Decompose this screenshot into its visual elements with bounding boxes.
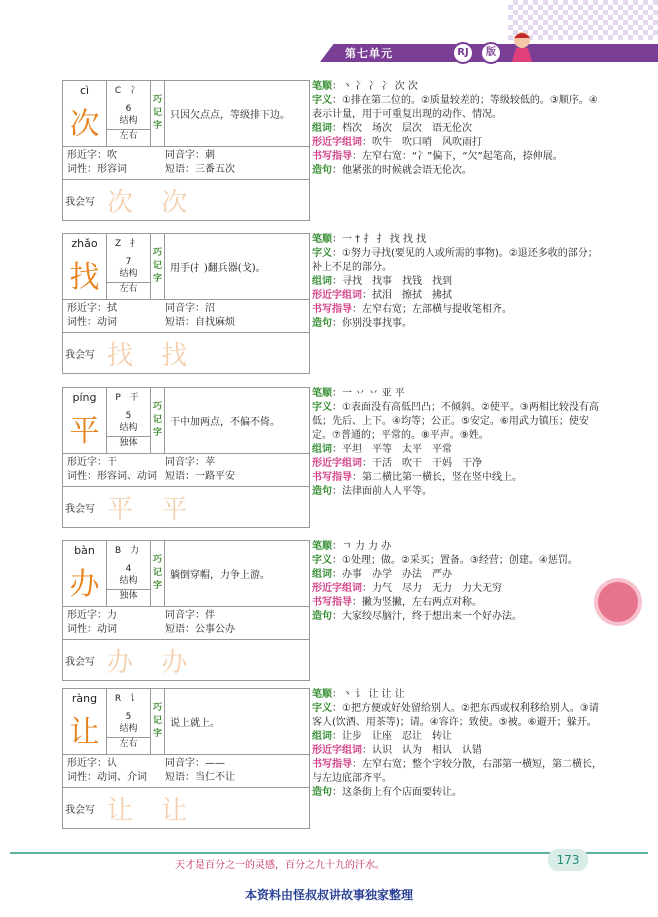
hanzi: 平: [69, 414, 100, 449]
structure-value: 独体: [107, 589, 150, 602]
memory-tag-1: 巧: [152, 402, 162, 412]
writing-guide: 左窄右宽；左部横与提收笔相齐。: [362, 304, 512, 315]
trace-chars: 次 次: [107, 187, 198, 218]
label: 同音字: [165, 303, 195, 314]
source-note: 本资料由怪叔叔讲故事独家整理: [244, 888, 413, 902]
label: 形近字组词: [312, 290, 362, 301]
meanings: ①处理；做。②采买；置备。③经营；创建。④惩罚。: [342, 555, 578, 566]
trace-chars: 让 让: [107, 795, 198, 826]
pinyin: bàn: [74, 544, 95, 557]
word-groups: 办事 办学 办法 严办: [342, 569, 452, 580]
stroke-order-row: 笔顺：丶 冫 冫 冫 次 次: [312, 81, 418, 92]
stroke-order-row: 笔顺：丶 讠 让 让 让: [312, 689, 405, 700]
stroke-count: 5: [125, 712, 132, 722]
label: 组词: [312, 123, 332, 134]
trace-chars: 办 办: [107, 647, 198, 678]
memory-tag: [151, 81, 165, 146]
label: 造句: [312, 486, 332, 497]
phonetic-letter: P: [115, 393, 124, 403]
similar-char: 拭: [107, 303, 117, 314]
label: 短语: [165, 624, 185, 635]
hanzi: 次: [69, 107, 100, 142]
memory-tag-3: 字: [152, 428, 162, 438]
part-of-speech: 形容词、动词: [97, 471, 157, 482]
label: 字义: [312, 555, 332, 566]
memory-tag: [151, 689, 165, 754]
radical: 冫: [130, 86, 143, 96]
label: 形近字: [67, 610, 97, 621]
similar-char: 干: [107, 457, 117, 468]
example-sentence: 你别没事找事。: [342, 318, 412, 329]
hanzi: 找: [69, 260, 100, 295]
meanings-row: 字义：①表面没有高低凹凸；不倾斜。②使平。③两相比较没有高低；先后、上下。④均等；公正。⑤安定。⑥用武力镇压；使安定。⑦普通的；平常的。⑧平声。⑨姓。: [312, 402, 599, 441]
char-meta: [107, 689, 151, 754]
memory-tag-2: 记: [152, 261, 162, 271]
writing-guide-row: 书写指导：第二横比第一横长，竖在竖中线上。: [312, 472, 522, 483]
phrase: 公事公办: [195, 624, 235, 635]
writing-guide: 撇为竖撇，左右两点对称。: [362, 597, 482, 608]
word-groups: 平坦 平等 太平 平常: [342, 444, 452, 455]
structure-value: 左右: [107, 129, 150, 142]
memory-tag-3: 字: [152, 121, 162, 131]
char-meta: [107, 388, 151, 453]
radical: 力: [130, 546, 143, 556]
label: 短语: [165, 317, 185, 328]
meanings: ①排在第二位的。②质量较差的；等级较低的。③顺序。④表示计量，用于可重复出现的动作、情况。: [312, 95, 598, 120]
pinyin: zhǎo: [71, 237, 98, 250]
homophone: 沼: [205, 303, 215, 314]
word-groups: 档次 场次 层次 语无伦次: [342, 123, 472, 134]
char-meta: [107, 234, 151, 299]
label: 我会写: [65, 196, 95, 208]
similar-char: 吹: [107, 150, 117, 161]
similar-words-row: 形近字组词：拭泪 擦拭 拂拭: [312, 290, 452, 301]
label: 笔顺: [312, 234, 332, 245]
memory-tag-3: 字: [152, 729, 162, 739]
example-sentence-row: 造句：法律面前人人平等。: [312, 486, 432, 497]
structure-value: 独体: [107, 436, 150, 449]
char-box: [63, 234, 107, 299]
char-explanation: [312, 233, 602, 331]
label: 短语: [165, 164, 185, 175]
label: 短语: [165, 471, 185, 482]
stroke-order-row: 笔顺：ㄱ 力 力 办: [312, 541, 392, 552]
trace-chars: 平 平: [107, 494, 198, 525]
memory-tag-2: 记: [152, 108, 162, 118]
writing-guide-row: 书写指导：左窄右宽：“冫”偏下，“欠”起笔高，捺伸展。: [312, 151, 563, 162]
label: 书写指导: [312, 472, 352, 483]
label: 短语: [165, 772, 185, 783]
char-meta: [107, 541, 151, 606]
structure-label: 结构: [119, 724, 138, 734]
part-of-speech: 动词: [97, 317, 117, 328]
example-sentence: 这条街上有个店面要转让。: [342, 787, 462, 798]
char-explanation: [312, 387, 602, 499]
word-info: 形近字：吹 同音字：刺 词性：形容词 短语：三番五次: [63, 147, 309, 180]
word-groups-row: 组词：平坦 平等 太平 平常: [312, 444, 452, 455]
similar-char: 力: [107, 610, 117, 621]
char-box: [63, 388, 107, 453]
memory-tag: [151, 388, 165, 453]
label: 造句: [312, 787, 332, 798]
word-groups: 寻找 找事 找钱 找到: [342, 276, 452, 287]
phonetic-letter: C: [114, 86, 125, 96]
radical: 讠: [130, 694, 143, 704]
char-box: [63, 541, 107, 606]
stroke-order-row: 笔顺：一 † 扌 扌 找 找 找: [312, 234, 427, 245]
example-sentence: 大家绞尽脑汁，终于想出来一个好办法。: [342, 611, 522, 622]
meanings-row: 字义：①把方便或好处留给别人。②把东西或权利移给别人。③请客人(饮酒、用茶等)；请。④容许；致使。⑤被。⑥避开；躲开。: [312, 703, 599, 728]
trace-chars: 找 找: [107, 340, 198, 371]
char-box: [63, 81, 107, 146]
similar-words: 拭泪 擦拭 拂拭: [372, 290, 452, 301]
example-sentence: 他紧张的时候就会语无伦次。: [342, 165, 472, 176]
label: 形近字组词: [312, 745, 362, 756]
example-sentence: 法律面前人人平等。: [342, 486, 432, 497]
stroke-order: 丶 冫 冫 冫 次 次: [342, 81, 418, 92]
example-sentence-row: 造句：这条街上有个店面要转让。: [312, 787, 462, 798]
page-number: 173: [548, 849, 588, 871]
meanings-row: 字义：①处理；做。②采买；置备。③经营；创建。④惩罚。: [312, 555, 578, 566]
stroke-count: 7: [125, 257, 132, 267]
meanings-row: 字义：①努力寻找(要见的人或所需的事物)。②退还多收的部分；补上不足的部分。: [312, 248, 598, 273]
phonetic-letter: Z: [114, 239, 125, 249]
similar-words-row: 形近字组词：干活 吹干 干妈 干净: [312, 458, 482, 469]
memory-tag-1: 巧: [152, 248, 162, 258]
homophone: 伴: [205, 610, 215, 621]
memory-tip: 只因欠点点，等级排下边。: [170, 110, 290, 121]
pinyin: ràng: [71, 692, 98, 705]
word-info: 形近字：拭 同音字：沼 词性：动词 短语：自找麻烦: [63, 300, 309, 333]
structure-value: 左右: [107, 737, 150, 750]
mascot-icon: [508, 30, 536, 64]
part-of-speech: 动词: [97, 624, 117, 635]
writing-practice: [63, 640, 309, 680]
memory-tag-2: 记: [152, 716, 162, 726]
label: 笔顺: [312, 388, 332, 399]
character-card: [62, 233, 310, 374]
writing-practice: [63, 180, 309, 220]
memory-tag-1: 巧: [152, 703, 162, 713]
memory-tag-3: 字: [152, 274, 162, 284]
stroke-order: 丶 讠 让 让 让: [342, 689, 405, 700]
writing-guide: 左窄右宽；整个字较分散，右部第一横短，第二横长，与左边底部齐平。: [312, 759, 602, 784]
pinyin: cì: [79, 84, 90, 97]
stroke-order-row: 笔顺：一 丷 丷 亚 平: [312, 388, 405, 399]
part-of-speech: 形容词: [97, 164, 127, 175]
writing-guide: 第二横比第一横长，竖在竖中线上。: [362, 472, 522, 483]
label: 词性: [67, 164, 87, 175]
stroke-count: 4: [125, 564, 132, 574]
char-meta: [107, 81, 151, 146]
memory-tag-2: 记: [152, 415, 162, 425]
part-of-speech: 动词、介词: [97, 772, 147, 783]
word-groups-row: 组词：让步 让座 忍让 转让: [312, 731, 452, 742]
phrase: 一路平安: [195, 471, 235, 482]
example-sentence-row: 造句：大家绞尽脑汁，终于想出来一个好办法。: [312, 611, 522, 622]
phrase: 当仁不让: [195, 772, 235, 783]
memory-tip: 说上就上。: [170, 718, 220, 729]
radical: 干: [129, 393, 142, 403]
character-card: [62, 387, 310, 528]
character-card: [62, 80, 310, 221]
character-card: [62, 688, 310, 829]
label: 书写指导: [312, 597, 352, 608]
label: 笔顺: [312, 689, 332, 700]
structure-label: 结构: [119, 269, 138, 279]
label: 我会写: [65, 804, 95, 816]
writing-guide-row: 书写指导：撇为竖撇，左右两点对称。: [312, 597, 482, 608]
label: 字义: [312, 402, 332, 413]
label: 书写指导: [312, 151, 352, 162]
label: 我会写: [65, 656, 95, 668]
label: 书写指导: [312, 304, 352, 315]
memory-tag-2: 记: [152, 568, 162, 578]
footer-quote: 天才是百分之一的灵感，百分之九十九的汗水。: [175, 860, 385, 871]
label: 同音字: [165, 457, 195, 468]
similar-words: 认识 认为 相认 认错: [372, 745, 482, 756]
label: 我会写: [65, 349, 95, 361]
label: 组词: [312, 569, 332, 580]
page-header: [0, 0, 658, 70]
label: 造句: [312, 318, 332, 329]
homophone: 刺: [205, 150, 215, 161]
phrase: 三番五次: [195, 164, 235, 175]
homophone: 苹: [205, 457, 215, 468]
memory-tip: 干中加两点，不偏不倚。: [170, 417, 280, 428]
similar-words-row: 形近字组词：认识 认为 相认 认错: [312, 745, 482, 756]
label: 形近字组词: [312, 137, 362, 148]
label: 形近字组词: [312, 583, 362, 594]
word-groups-row: 组词：寻找 找事 找钱 找到: [312, 276, 452, 287]
meanings-row: 字义：①排在第二位的。②质量较差的；等级较低的。③顺序。④表示计量，用于可重复出现的动作、情况。: [312, 95, 598, 120]
meanings: ①把方便或好处留给别人。②把东西或权利移给别人。③请客人(饮酒、用茶等)；请。④容许；致使。⑤被。⑥避开；躲开。: [312, 703, 599, 728]
word-info: 形近字：认 同音字：—— 词性：动词、介词 短语：当仁不让: [63, 755, 309, 788]
word-info: 形近字：力 同音字：伴 词性：动词 短语：公事公办: [63, 607, 309, 640]
writing-guide-row: 书写指导：左窄右宽；左部横与提收笔相齐。: [312, 304, 512, 315]
label: 词性: [67, 624, 87, 635]
label: 组词: [312, 731, 332, 742]
memory-tip: 躺倒穿帽，力争上游。: [170, 570, 270, 581]
label: 词性: [67, 471, 87, 482]
structure-value: 左右: [107, 282, 150, 295]
label: 形近字: [67, 457, 97, 468]
label: 字义: [312, 95, 332, 106]
rj-badge: RJ: [452, 42, 474, 64]
label: 笔顺: [312, 541, 332, 552]
similar-words: 吹牛 吹口哨 风吹雨打: [372, 137, 482, 148]
similar-words-row: 形近字组词：吹牛 吹口哨 风吹雨打: [312, 137, 482, 148]
label: 词性: [67, 317, 87, 328]
stroke-order: 一 † 扌 扌 找 找 找: [342, 234, 427, 245]
memory-tag-3: 字: [152, 581, 162, 591]
label: 造句: [312, 165, 332, 176]
word-groups-row: 组词：办事 办学 办法 严办: [312, 569, 452, 580]
label: 同音字: [165, 610, 195, 621]
stroke-count: 6: [125, 104, 132, 114]
meanings: ①努力寻找(要见的人或所需的事物)。②退还多收的部分；补上不足的部分。: [312, 248, 598, 273]
similar-char: 认: [107, 758, 117, 769]
memory-tag-1: 巧: [152, 95, 162, 105]
word-groups: 让步 让座 忍让 转让: [342, 731, 452, 742]
structure-label: 结构: [119, 116, 138, 126]
memory-tip: 用手(扌)翻兵器(戈)。: [170, 263, 266, 274]
phonetic-letter: B: [114, 546, 125, 556]
example-sentence-row: 造句：你别没事找事。: [312, 318, 412, 329]
char-explanation: [312, 688, 602, 800]
writing-practice: [63, 333, 309, 373]
hanzi: 让: [69, 715, 100, 750]
structure-label: 结构: [119, 423, 138, 433]
radical: 扌: [130, 239, 143, 249]
label: 字义: [312, 703, 332, 714]
label: 笔顺: [312, 81, 332, 92]
structure-label: 结构: [119, 576, 138, 586]
label: 组词: [312, 276, 332, 287]
label: 组词: [312, 444, 332, 455]
word-groups-row: 组词：档次 场次 层次 语无伦次: [312, 123, 472, 134]
stroke-order: 一 丷 丷 亚 平: [342, 388, 405, 399]
hanzi: 办: [69, 567, 100, 602]
mascot-side-icon: [598, 582, 638, 622]
similar-words: 力气 尽力 无力 力大无穷: [372, 583, 502, 594]
unit-title: 第七单元: [345, 47, 393, 60]
phonetic-letter: R: [114, 694, 125, 704]
phrase: 自找麻烦: [195, 317, 235, 328]
memory-tag-1: 巧: [152, 555, 162, 565]
stroke-order: ㄱ 力 力 办: [342, 541, 392, 552]
similar-words-row: 形近字组词：力气 尽力 无力 力大无穷: [312, 583, 502, 594]
label: 造句: [312, 611, 332, 622]
writing-practice: [63, 487, 309, 527]
edition-badge: 版: [480, 42, 502, 64]
label: 形近字: [67, 758, 97, 769]
similar-words: 干活 吹干 干妈 干净: [372, 458, 482, 469]
label: 同音字: [165, 758, 195, 769]
writing-practice: [63, 788, 309, 828]
label: 字义: [312, 248, 332, 259]
label: 书写指导: [312, 759, 352, 770]
label: 同音字: [165, 150, 195, 161]
label: 形近字: [67, 150, 97, 161]
label: 词性: [67, 772, 87, 783]
char-explanation: [312, 80, 602, 178]
meanings: ①表面没有高低凹凸；不倾斜。②使平。③两相比较没有高低；先后、上下。④均等；公正。⑤安定。⑥用武力镇压；使安定。⑦普通的；平常的。⑧平声。⑨姓。: [312, 402, 599, 441]
writing-guide: 左窄右宽：“冫”偏下，“欠”起笔高，捺伸展。: [362, 151, 563, 162]
label: 我会写: [65, 503, 95, 515]
stroke-count: 5: [125, 411, 132, 421]
char-box: [63, 689, 107, 754]
label: 形近字组词: [312, 458, 362, 469]
memory-tag: [151, 234, 165, 299]
example-sentence-row: 造句：他紧张的时候就会语无伦次。: [312, 165, 472, 176]
homophone: ——: [205, 758, 225, 769]
character-card: [62, 540, 310, 681]
writing-guide-row: 书写指导：左窄右宽；整个字较分散，右部第一横短，第二横长，与左边底部齐平。: [312, 759, 602, 784]
pinyin: píng: [72, 391, 97, 404]
memory-tag: [151, 541, 165, 606]
char-explanation: [312, 540, 602, 624]
label: 形近字: [67, 303, 97, 314]
word-info: 形近字：干 同音字：苹 词性：形容词、动词 短语：一路平安: [63, 454, 309, 487]
